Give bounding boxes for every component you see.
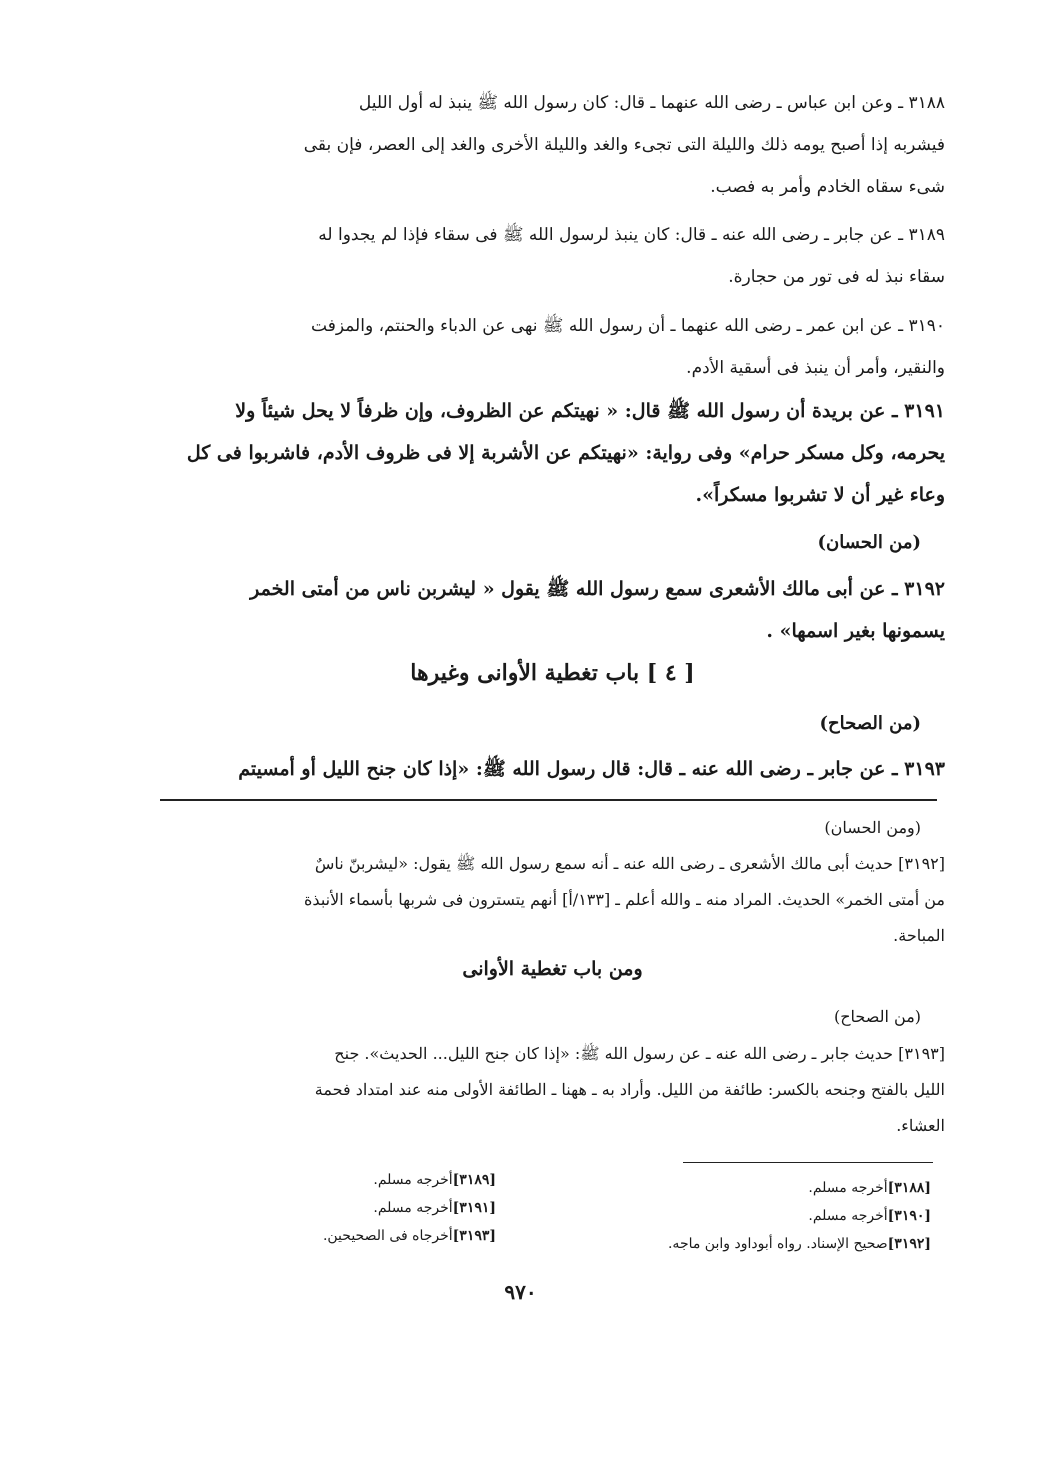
hadith-3190 — [160, 305, 945, 389]
section-label-sihah: (من الصحاح) — [819, 713, 921, 734]
footnote-divider — [683, 1162, 933, 1163]
hadith-3193-line-1: ٣١٩٣ ـ عن جابر ـ رضى الله عنه ـ قال: قال رسول الله ﷺ: «إذا كان جنح الليل أو أمسيتم — [238, 758, 945, 780]
footnote-3192 — [668, 1236, 931, 1252]
footnote-3189-number: [٣١٨٩] — [452, 1172, 496, 1188]
commentary-3193-line-1: [٣١٩٣] حديث جابر ـ رضى الله عنه ـ عن رسول الله ﷺ: «إذا كان جنح الليل... الحديث». جنح — [334, 1044, 945, 1063]
hadith-3188-line-2: فيشربه إذا أصبح يومه ذلك والليلة التى تجىء والغد والليلة الأخرى والغد إلى العصر، فإن بقى — [303, 135, 945, 155]
hadith-3192-line-2: يسمونها بغير اسمها» . — [766, 620, 945, 642]
footnote-3190 — [808, 1208, 931, 1224]
section-label-hisan: (من الحسان) — [817, 532, 921, 553]
hadith-3192 — [160, 568, 945, 652]
footnote-3190-number: [٣١٩٠] — [887, 1208, 931, 1224]
hadith-3191-line-2: يحرمه، وكل مسكر حرام» وفى رواية: «نهيتكم عن الأشربة إلا فى ظروف الأدم، فاشربوا فى كل — [186, 442, 945, 464]
footnote-3193 — [323, 1228, 496, 1244]
commentary-3192-line-2: من أمتى الخمر» الحديث. المراد منه ـ والله أعلم ـ [١٣٣/أ] أنهم يتسترون فى شربها بأسماء الأنبذة — [304, 890, 945, 909]
hadith-3191-line-3: وعاء غير أن لا تشربوا مسكراً». — [695, 484, 945, 506]
hadith-3191-line-1: ٣١٩١ ـ عن بريدة أن رسول الله ﷺ قال: « نهيتكم عن الظروف، وإن ظرفاً لا يحل شيئاً ولا — [235, 400, 945, 422]
commentary-3193 — [160, 1036, 945, 1144]
commentary-label-sihah: (من الصحاح) — [833, 1007, 921, 1026]
footnote-3191-text: أخرجه مسلم. — [373, 1200, 453, 1216]
commentary-3193-line-3: العشاء. — [896, 1116, 945, 1135]
commentary-heading: ومن باب تغطية الأوانى — [462, 958, 643, 980]
footnote-3191 — [373, 1200, 496, 1216]
footnote-3190-text: أخرجه مسلم. — [808, 1208, 888, 1224]
footnote-3192-number: [٣١٩٢] — [887, 1236, 931, 1252]
hadith-3189-line-1: ٣١٨٩ ـ عن جابر ـ رضى الله عنه ـ قال: كان ينبذ لرسول الله ﷺ فى سقاء فإذا لم يجدوا له — [318, 225, 945, 245]
hadith-3189 — [160, 214, 945, 298]
commentary-label-hisan: (ومن الحسان) — [824, 818, 921, 837]
hadith-3189-line-2: سقاء نبذ له فى تور من حجارة. — [728, 267, 945, 287]
page-number: ٩٧٠ — [504, 1280, 537, 1304]
hadith-3188 — [160, 82, 945, 208]
chapter-heading: [ ٤ ] باب تغطية الأوانى وغيرها — [410, 660, 695, 686]
commentary-divider — [160, 799, 937, 801]
commentary-3192-line-1: [٣١٩٢] حديث أبى مالك الأشعرى ـ رضى الله عنه ـ أنه سمع رسول الله ﷺ يقول: «ليشربنّ ناسٌ — [314, 854, 945, 873]
hadith-3188-line-1: ٣١٨٨ ـ وعن ابن عباس ـ رضى الله عنهما ـ قال: كان رسول الله ﷺ ينبذ له أول الليل — [358, 93, 945, 113]
hadith-3190-line-2: والنقير، وأمر أن ينبذ فى أسقية الأدم. — [686, 358, 945, 378]
hadith-3190-line-1: ٣١٩٠ ـ عن ابن عمر ـ رضى الله عنهما ـ أن رسول الله ﷺ نهى عن الدباء والحنتم، والمزفت — [311, 316, 945, 336]
footnote-3192-text: صحيح الإسناد. رواه أبوداود وابن ماجه. — [667, 1236, 888, 1252]
hadith-3193 — [160, 748, 945, 790]
hadith-3191 — [160, 390, 945, 516]
commentary-3192-line-3: المباحة. — [893, 926, 945, 945]
footnote-3193-number: [٣١٩٣] — [452, 1228, 496, 1244]
commentary-3192 — [160, 846, 945, 954]
commentary-3193-line-2: الليل بالفتح وجنحه بالكسر: طائفة من الليل. وأراد به ـ ههنا ـ الطائفة الأولى منه عند امتداد فحمة — [314, 1080, 945, 1099]
footnote-3189-text: أخرجه مسلم. — [373, 1172, 453, 1188]
footnote-3191-number: [٣١٩١] — [452, 1200, 496, 1216]
hadith-3188-line-3: شىء سقاه الخادم وأمر به فصب. — [710, 177, 945, 197]
footnote-3193-text: أخرجاه فى الصحيحين. — [322, 1228, 453, 1244]
footnote-3188-number: [٣١٨٨] — [887, 1180, 931, 1196]
hadith-3192-line-1: ٣١٩٢ ـ عن أبى مالك الأشعرى سمع رسول الله ﷺ يقول « ليشربن ناس من أمتى الخمر — [250, 578, 945, 600]
footnote-3188-text: أخرجه مسلم. — [808, 1180, 888, 1196]
footnote-3189 — [373, 1172, 496, 1188]
footnote-3188 — [808, 1180, 931, 1196]
